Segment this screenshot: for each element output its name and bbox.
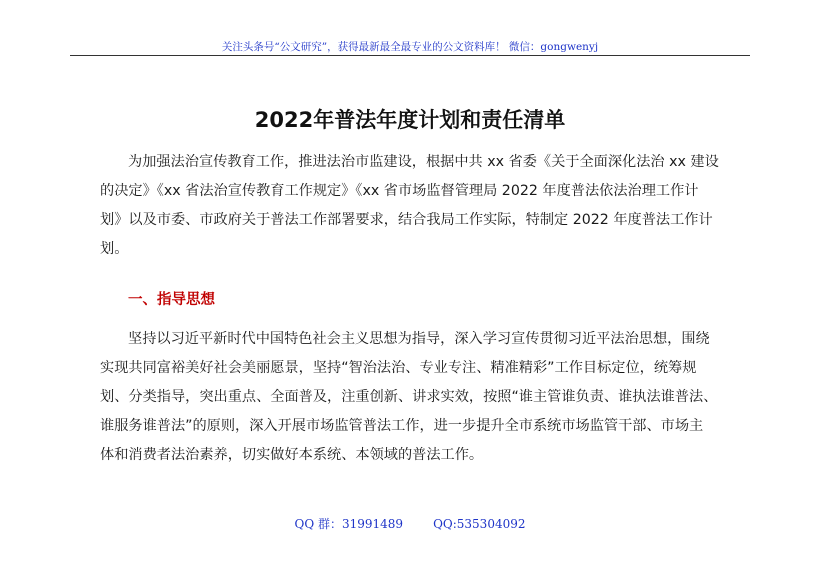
footer-contact	[0, 515, 820, 532]
qq-group-text: QQ 群：31991489	[294, 517, 404, 531]
header-note: 关注头条号“公文研究”，获得最新最全最专业的公文资料库！ 微信：gongwenyj	[221, 41, 599, 53]
paragraph-line: 坚持以习近平新时代中国特色社会主义思想为指导，深入学习宣传贯彻习近平法治思想，围绕	[128, 331, 710, 347]
qq-number-text: QQ:535304092	[433, 517, 526, 531]
paragraph-line: 谁服务谁普法”的原则，深入开展市场监管普法工作，进一步提升全市系统市场监管干部、市场主	[100, 418, 704, 434]
paragraph-intro	[100, 148, 757, 264]
paragraph-line: 划》以及市委、市政府关于普法工作部署要求，结合我局工作实际，特制定 2022 年度普法工作计	[100, 212, 713, 228]
paragraph-line: 的决定》《xx 省法治宣传教育工作规定》《xx 省市场监督管理局 2022 年度普法依法治理工作计	[100, 183, 699, 199]
paragraph-line: 实现共同富裕美好社会美丽愿景，坚持“智治法治、专业专注、精准精彩”工作目标定位，统筹规	[100, 360, 697, 376]
paragraph-line: 体和消费者法治素养，切实做好本系统、本领域的普法工作。	[100, 447, 484, 463]
header-divider	[70, 55, 750, 56]
paragraph-line: 划。	[100, 241, 129, 257]
paragraph-guiding-ideology	[100, 325, 757, 470]
paragraph-line: 为加强法治宣传教育工作，推进法治市监建设，根据中共 xx 省委《关于全面深化法治 xx 建设	[128, 154, 719, 170]
section-heading-guiding-ideology: 一、指导思想	[128, 292, 215, 308]
document-title: 2022年普法年度计划和责任清单	[254, 108, 566, 132]
paragraph-line: 划、分类指导，突出重点、全面普及，注重创新、讲求实效，按照“谁主管谁负责、谁执法谁普法、	[100, 389, 718, 405]
